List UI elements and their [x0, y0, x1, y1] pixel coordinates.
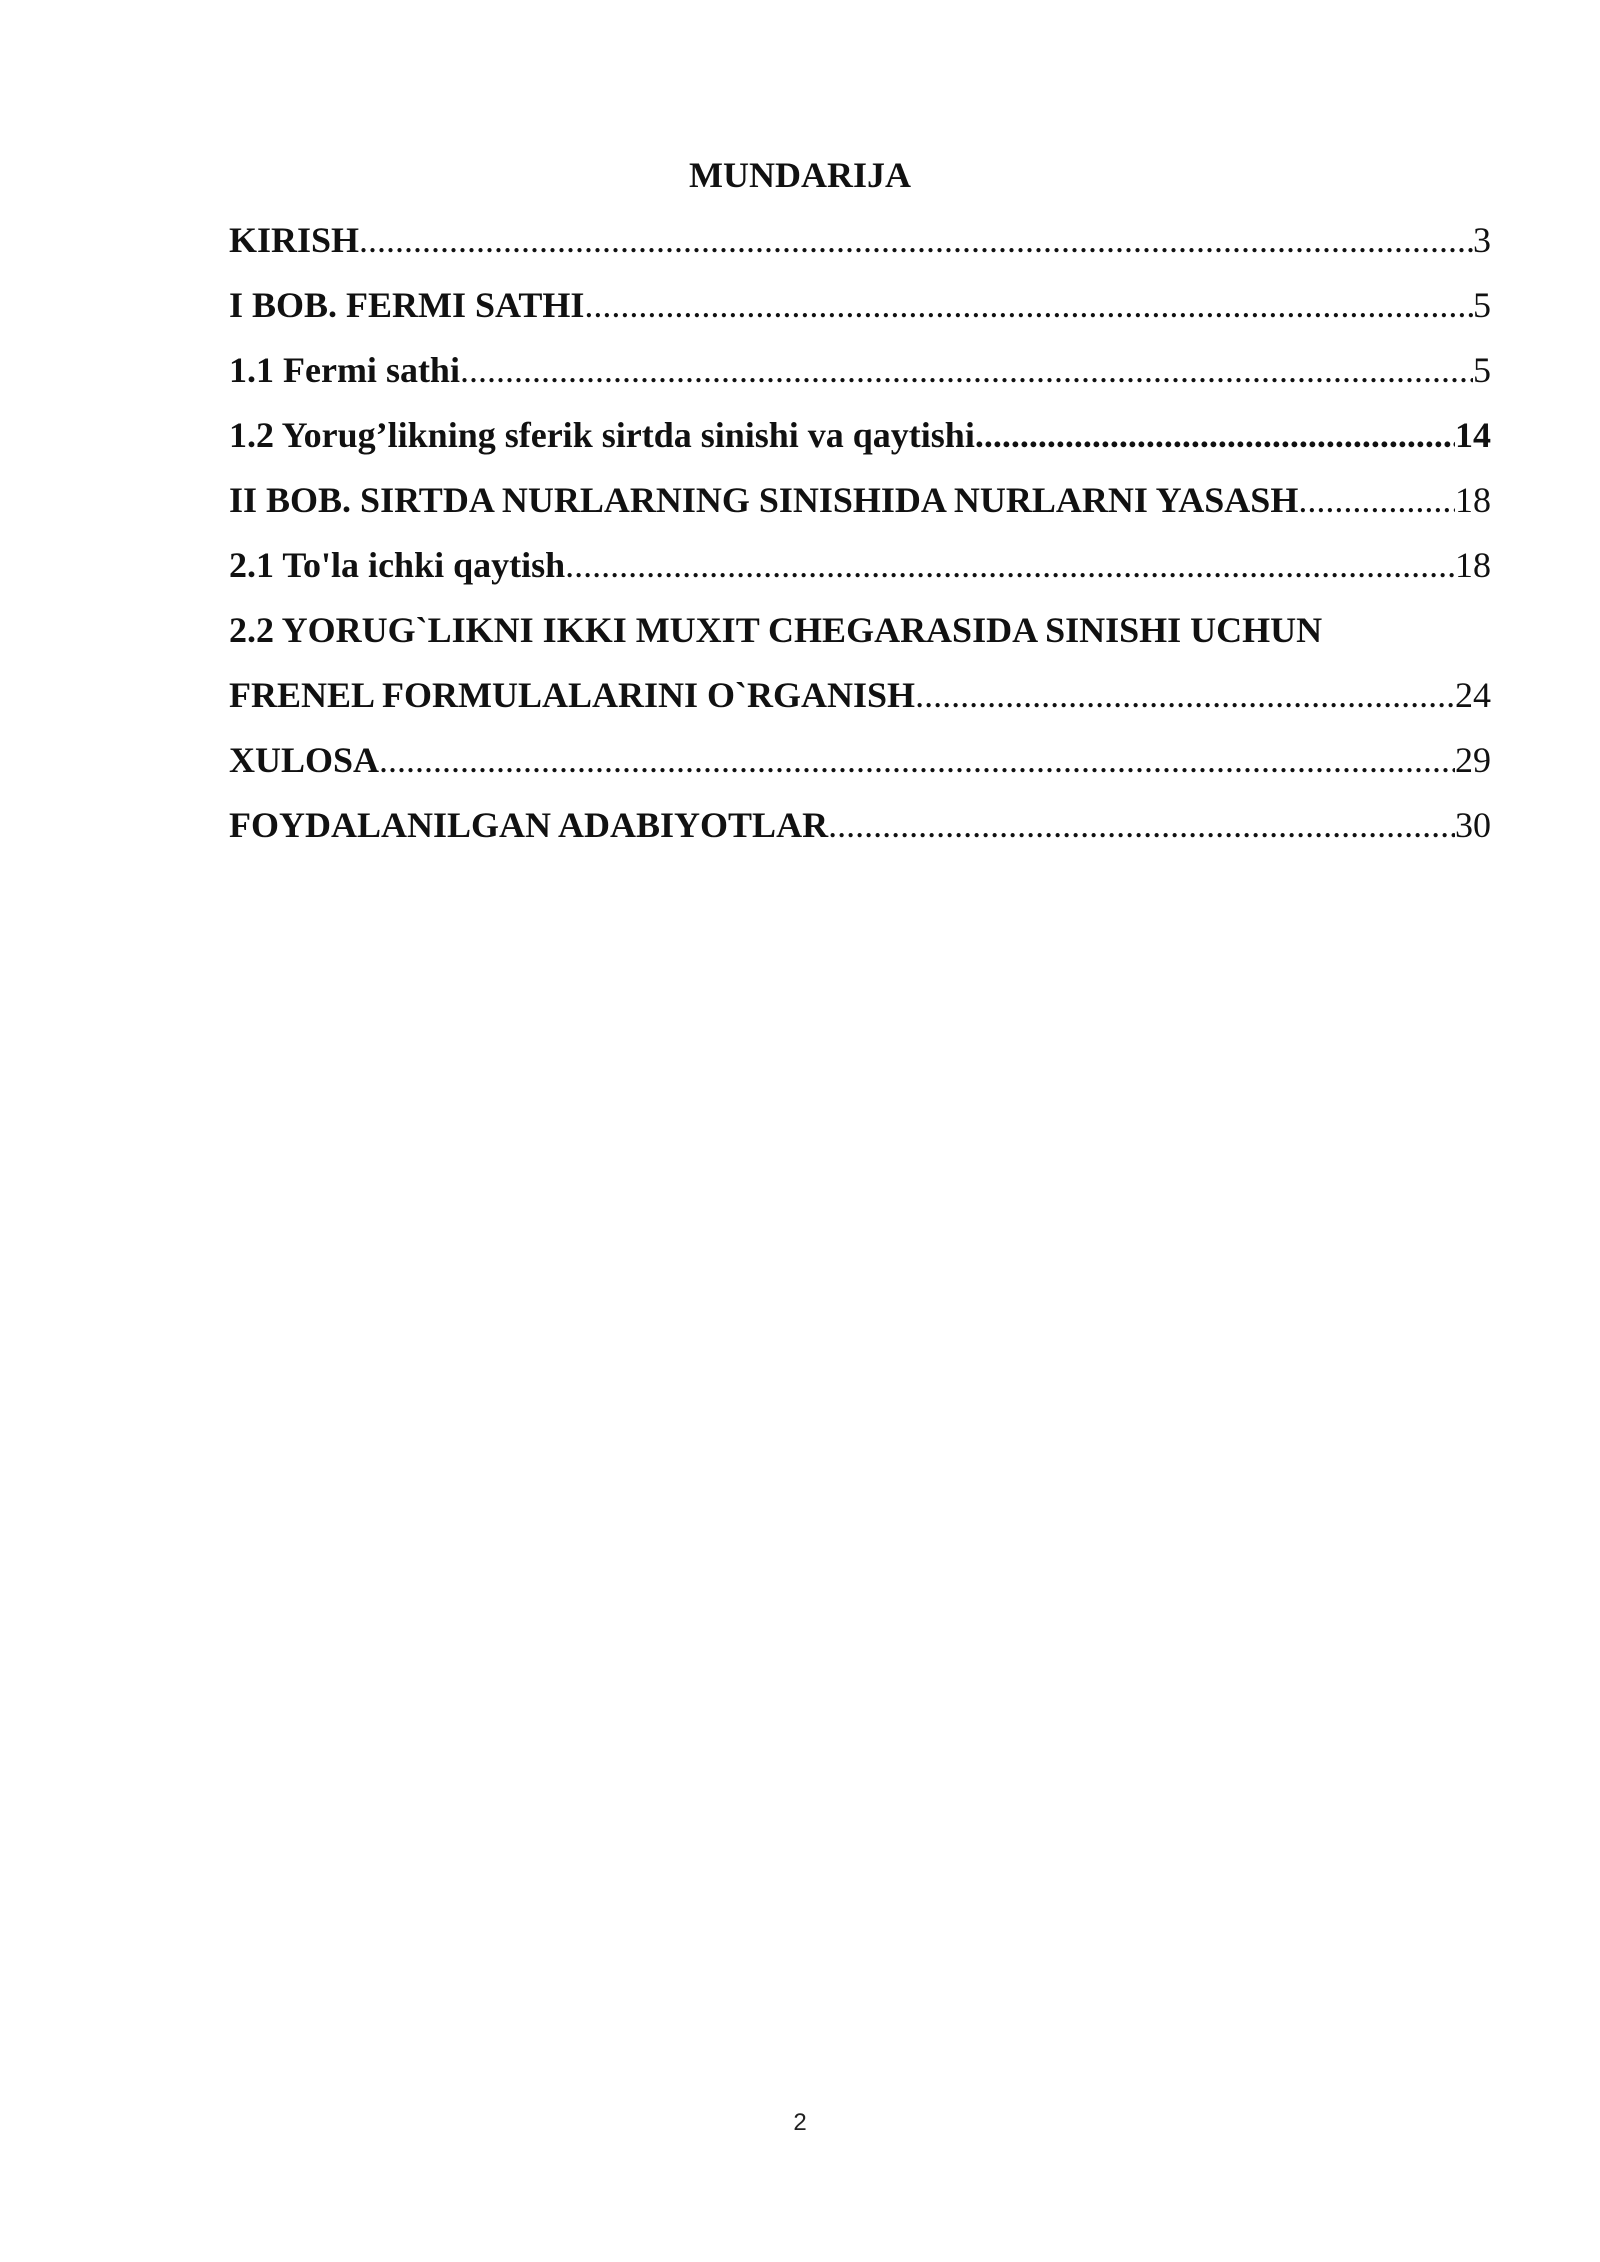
toc-dot-leader: [915, 670, 1455, 720]
toc-entry-label: 2.2 YORUG`LIKNI IKKI MUXIT CHEGARASIDA SINISHI UCHUN: [229, 610, 1323, 650]
toc-entry-section-1-1[interactable]: [229, 345, 1491, 410]
toc-entry-label: KIRISH: [229, 220, 360, 260]
toc-entry-label: FOYDALANILGAN ADABIYOTLAR: [229, 805, 829, 845]
toc-entry-page: 14: [1455, 415, 1491, 455]
toc-entry-label: 1.1 Fermi sathi: [229, 350, 460, 390]
toc-entry-page: 5: [1473, 350, 1491, 390]
toc-entry-label: FRENEL FORMULALARINI O`RGANISH: [229, 675, 916, 715]
toc-entry-page: 18: [1455, 545, 1491, 585]
toc-entry-page: 29: [1455, 740, 1491, 780]
toc-title: MUNDARIJA: [689, 155, 911, 195]
page-number: 2: [793, 2109, 807, 2136]
toc-dot-leader: [460, 345, 1473, 395]
toc-entry-kirish[interactable]: [229, 215, 1491, 280]
toc-entry-page: 30: [1455, 805, 1491, 845]
toc-entry-label: II BOB. SIRTDA NURLARNING SINISHIDA NURLARNI YASASH: [229, 480, 1299, 520]
toc-entry-label: XULOSA: [229, 740, 380, 780]
toc-dot-leader: [828, 800, 1455, 850]
toc-dot-leader: [584, 280, 1473, 330]
toc-dot-leader: [1298, 475, 1455, 525]
toc-entry-chapter-2[interactable]: [229, 475, 1491, 540]
toc-dot-leader: [379, 735, 1455, 785]
toc-dot-leader: [359, 215, 1473, 265]
toc-entry-section-2-1[interactable]: [229, 540, 1491, 605]
toc-entry-section-2-2-line2[interactable]: [229, 670, 1491, 735]
toc-entry-references[interactable]: [229, 800, 1491, 865]
toc-dot-leader: [975, 410, 1455, 460]
toc-entry-label: I BOB. FERMI SATHI: [229, 285, 585, 325]
toc-entry-xulosa[interactable]: [229, 735, 1491, 800]
toc-entry-page: 24: [1455, 675, 1491, 715]
toc-entry-page: 5: [1473, 285, 1491, 325]
toc-dot-leader: [565, 540, 1455, 590]
toc-entry-label: 2.1 To'la ichki qaytish: [229, 545, 566, 585]
toc-entry-page: 3: [1473, 220, 1491, 260]
toc-entry-section-2-2-line1[interactable]: [229, 605, 1491, 670]
table-of-contents: [229, 215, 1491, 865]
toc-entry-page: 18: [1455, 480, 1491, 520]
toc-entry-section-1-2[interactable]: [229, 410, 1491, 475]
toc-entry-chapter-1[interactable]: [229, 280, 1491, 345]
toc-entry-label: 1.2 Yorug’likning sferik sirtda sinishi va qaytishi: [229, 415, 975, 455]
